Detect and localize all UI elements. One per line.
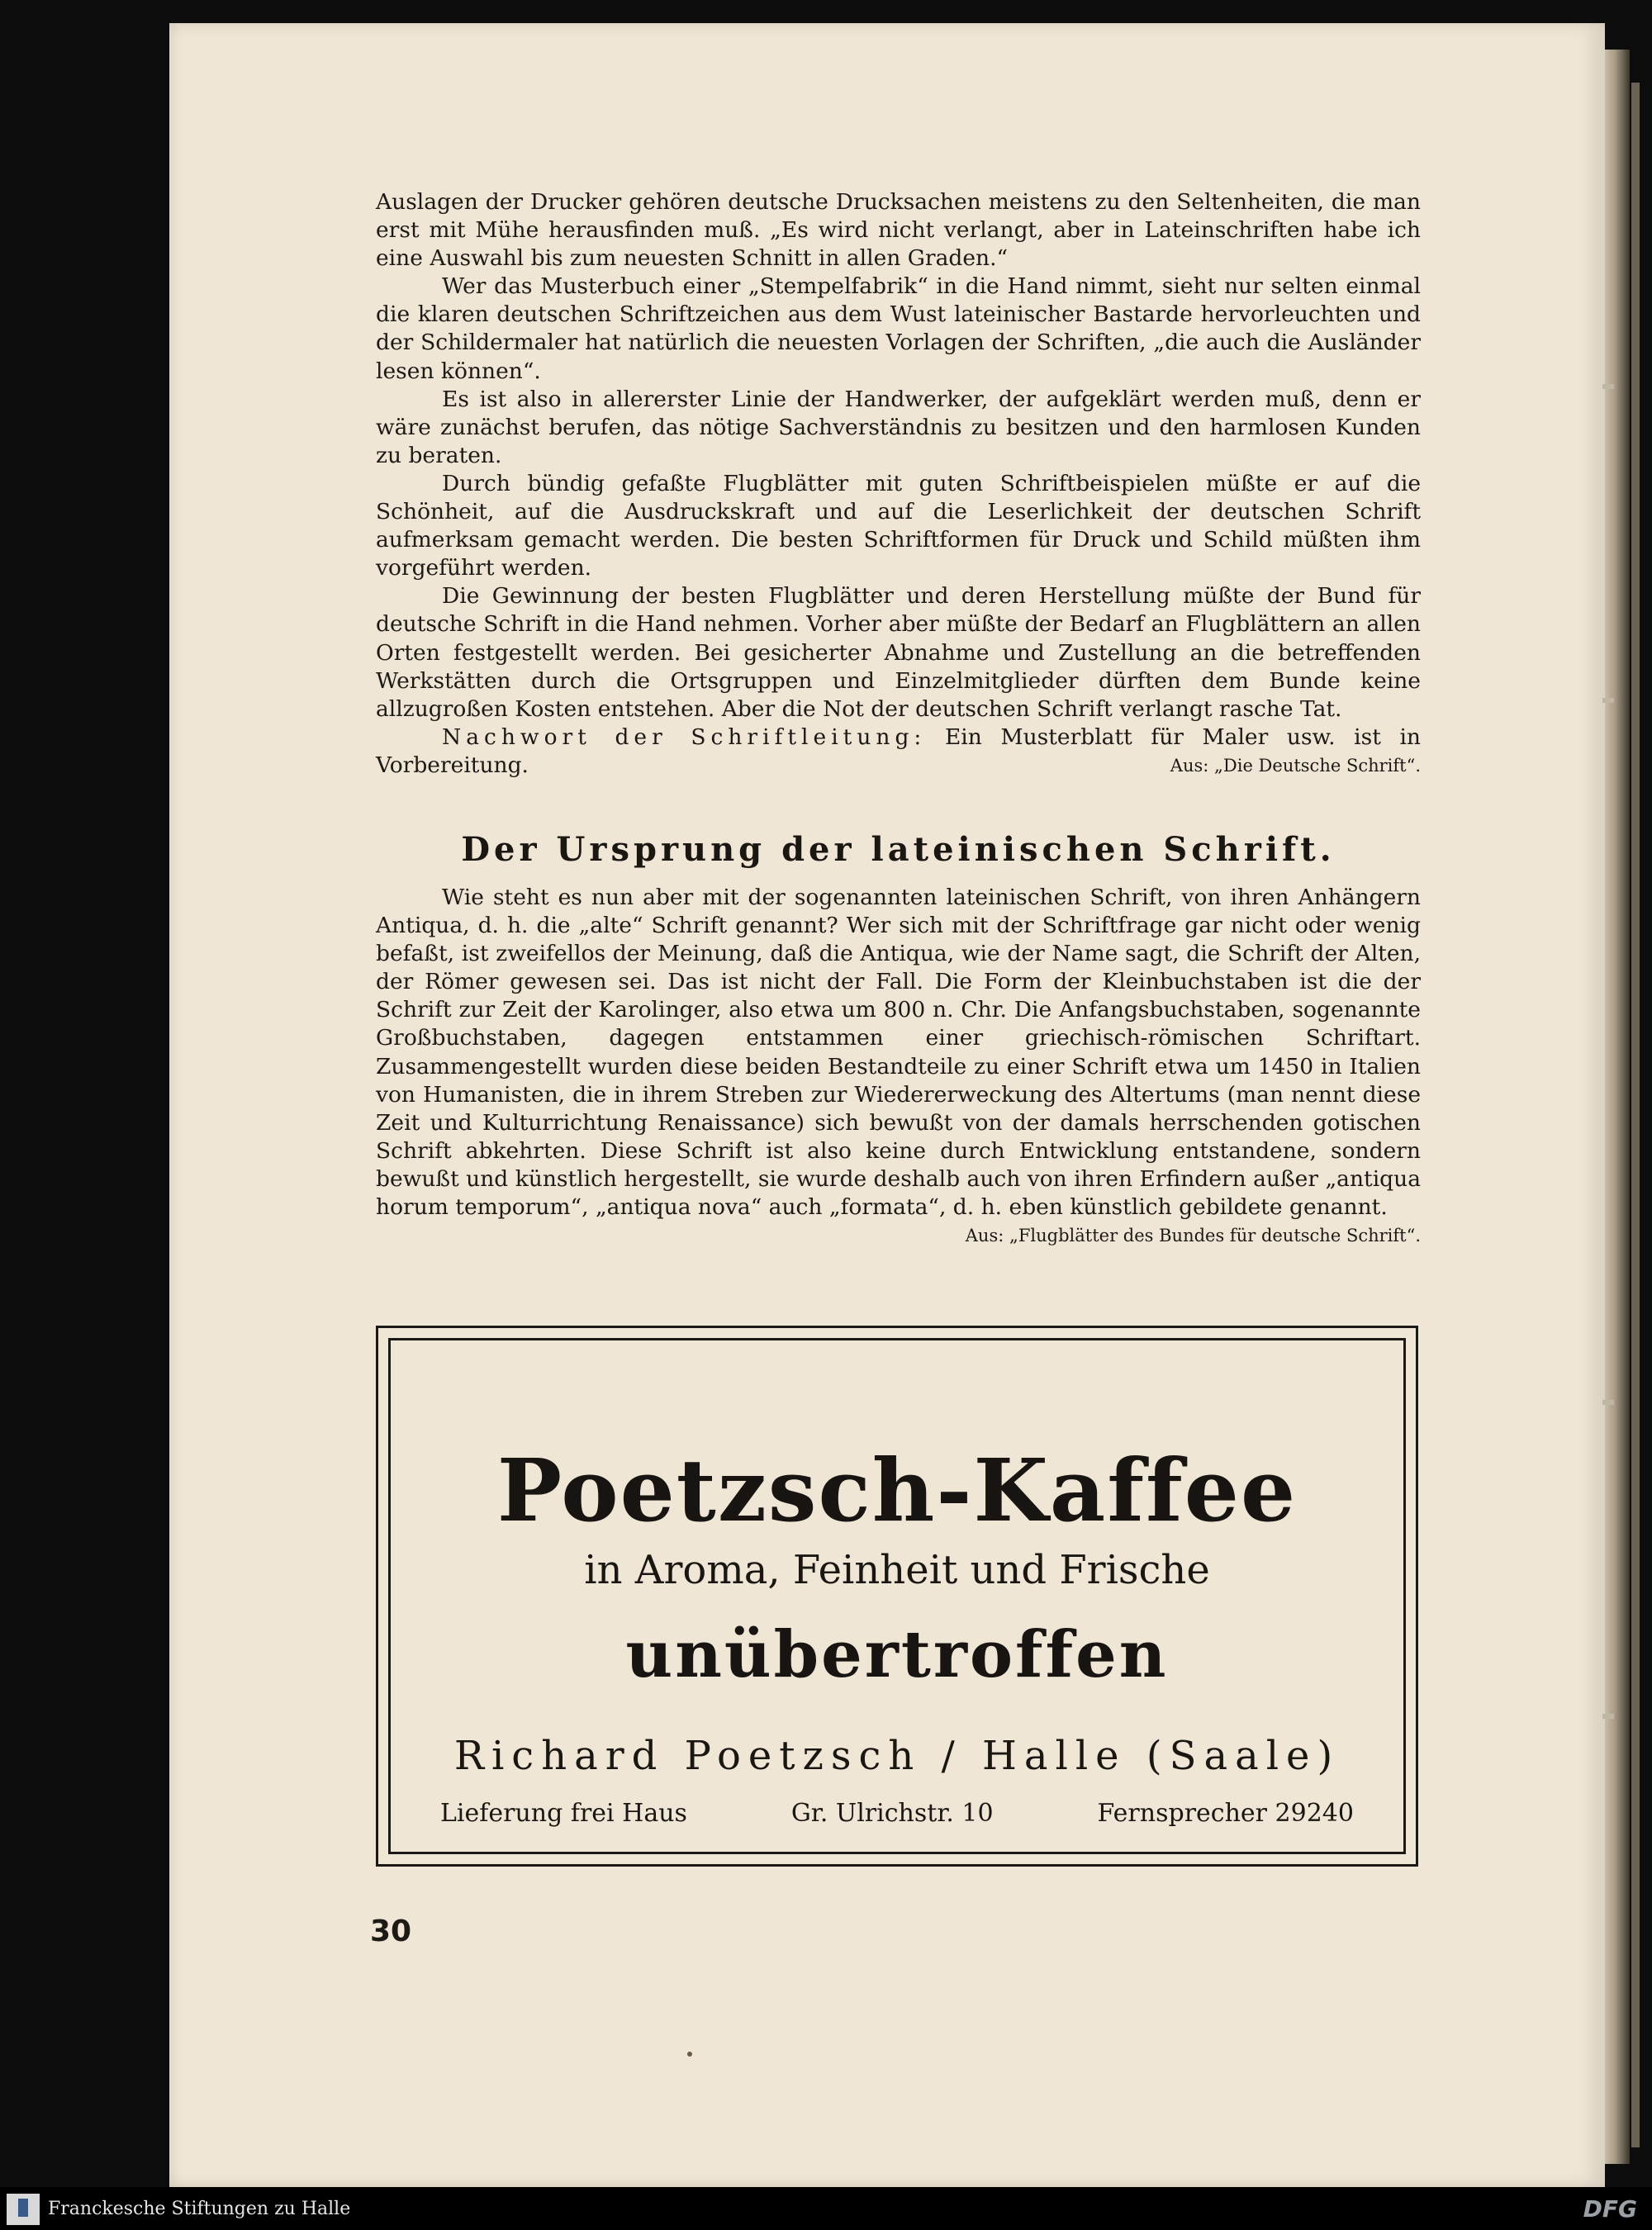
binding-mark [1602,384,1614,389]
binding-mark [1602,1400,1614,1405]
page-edge [1605,50,1630,2164]
nachwort-text: Ein Musterblatt für Maler usw. ist in Vorbereitung. [376,724,1421,778]
page-number: 30 [370,1914,412,1948]
book-spine-shadow [1631,83,1640,2147]
advertisement [376,1326,1418,1867]
nachwort-label: Nachwort der Schriftleitung: [442,724,927,750]
ad-address: Gr. Ulrichstr. 10 [790,1799,994,1828]
article-1-paragraph: Durch bündig gefaßte Flugblätter mit guten Schriftbeispielen müßte er auf die Schönheit, auf die Ausdruckskraft und auf die Leserlichkeit der deutschen Schrift aufmerksam gemacht werden. Die besten Schriftformen für Druck und Schild müßten ihm vorgeführt werden. [376,470,1421,581]
article-1-paragraph: Die Gewinnung der besten Flugblätter und deren Herstellung müßte der Bund für deutsche Schrift in die Hand nehmen. Vorher aber müßte der Bedarf an Flugblättern an allen Orten festgestellt werden. Bei gesicherter Abnahme und Zustellung an die betreffenden Werkstätten durch die Ortsgruppen und Einzelmitglieder dürften dem Bunde keine allzugroßen Kosten entstehen. Aber die Not der deutschen Schrift verlangt rasche Tat. [376,583,1421,722]
ad-tagline: in Aroma, Feinheit und Frische [584,1547,1210,1593]
article-1-paragraph: Es ist also in allererster Linie der Handwerker, der aufgeklärt werden muß, denn er wäre zunächst berufen, das nötige Sachverständnis zu besitzen und den harmlosen Kunden zu beraten. [376,386,1421,468]
article-2 [376,884,1421,1250]
article-1-paragraph: Wer das Musterbuch einer „Stempelfabrik“ in die Hand nimmt, sieht nur selten einmal die klaren deutschen Schriftzeichen aus dem Wust lateinischer Bastarde hervorleuchten und der Schildermaler hat natürlich die neuesten Vorlagen der Schriften, „die auch die Ausländer lesen können“. [376,273,1421,384]
article-2-heading: Der Ursprung der lateinischen Schrift. [461,830,1336,869]
ad-claim: unübertroffen [625,1617,1169,1692]
article-1-source: Aus: „Die Deutsche Schrift“. [1170,755,1421,776]
binding-mark [1602,1714,1614,1719]
ad-footer [440,1799,1354,1828]
institution-logo-icon [7,2194,40,2225]
binding-mark [1602,698,1614,703]
article-1-paragraph: Auslagen der Drucker gehören deutsche Drucksachen meistens zu den Seltenheiten, die man erst mit Mühe herausfinden muß. „Es wird nicht verlangt, aber in Lateinschriften habe ich eine Auswahl bis zum neuesten Schnitt in allen Graden.“ [376,189,1421,272]
nachwort [376,724,1421,780]
ad-company: Richard Poetzsch / Halle (Saale) [453,1733,1341,1779]
ad-delivery: Lieferung frei Haus [440,1799,687,1828]
ad-brand: Poetzsch-Kaffee [496,1440,1298,1541]
ad-phone: Fernsprecher 29240 [1097,1799,1354,1828]
institution-name: Franckesche Stiftungen zu Halle [48,2199,351,2219]
paper-speck [687,2052,692,2057]
advertisement-inner-frame [388,1338,1406,1854]
article-1 [376,188,1421,780]
archive-footer-bar [0,2187,1652,2230]
article-2-source: Aus: „Flugblätter des Bundes für deutsche Schrift“. [965,1226,1421,1246]
article-2-paragraph: Wie steht es nun aber mit der sogenannten lateinischen Schrift, von ihren Anhängern Antiqua, d. h. die „alte“ Schrift genannt? Wer sich mit der Schriftfrage gar nicht oder wenig befaßt, ist zweifellos der Meinung, daß die Antiqua, wie der Name sagt, die Schrift der Alten, der Römer gewesen sei. Das ist nicht der Fall. Die Form der Kleinbuchstaben ist die der Schrift zur Zeit der Karolinger, also etwa um 800 n. Chr. Die Anfangsbuchstaben, sogenannte Großbuchstaben, dagegen entstammen einer griechisch-römischen Schriftart. Zusammengestellt wurden diese beiden Bestandteile zu einer Schrift etwa um 1450 in Italien von Humanisten, die in ihrem Streben zur Wiedererweckung des Altertums (man nennt diese Zeit und Kulturrichtung Renaissance) sich bewußt von der damals herrschenden gotischen Schrift abkehrten. Diese Schrift ist also keine durch Entwicklung entstandene, sondern bewußt und künstlich hergestellt, sie wurde deshalb auch von ihren Erfindern außer „antiqua horum temporum“, „antiqua nova“ auch „formata“, d. h. eben künstlich gebildete genannt. [376,885,1421,1221]
dfg-logo: DFG [1583,2195,1637,2223]
